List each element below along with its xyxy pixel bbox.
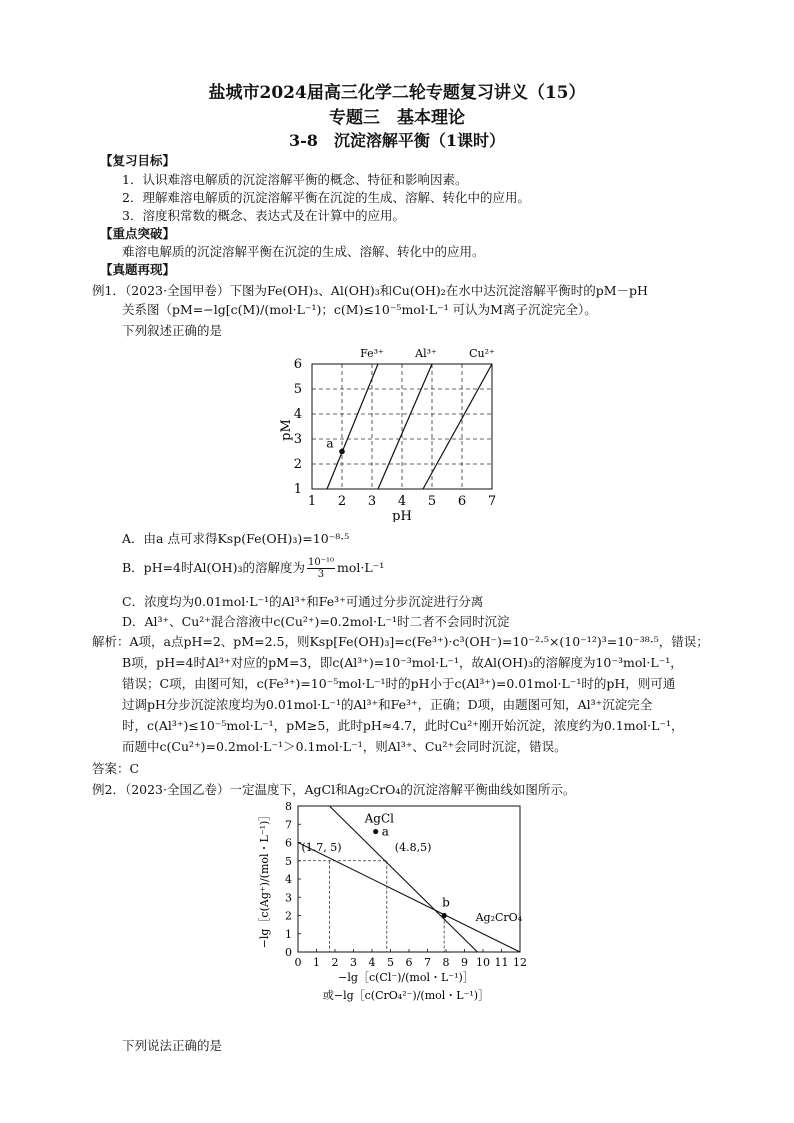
chart1-x-tick-label: 6 [457,494,467,509]
chart1-x-tick-label: 7 [487,494,497,509]
chart2-y-tick-label: 2 [285,909,292,923]
chart2-x-axis-label-alt: 或−lg［c(CrO₄²⁻)/(mol・L⁻¹)］ [322,989,490,1002]
focus-text: 难溶电解质的沉淀溶解平衡在沉淀的生成、溶解、转化中的应用。 [122,244,485,259]
chart1-series-line [327,364,378,489]
example1-stem: 例1．（2023·全国甲卷）下图为Fe(OH)₃、Al(OH)₃和Cu(OH)₂在水中达沉淀溶解平衡时的pM－pH [92,283,648,298]
analysis-line: 过调pH分步沉淀浓度均为0.01mol·L⁻¹的Al³⁺和Fe³⁺，正确；D项，由题图可知，Al³⁺沉淀完全 [122,697,653,712]
goals-heading: 【复习目标】 [100,153,176,168]
chart2-y-tick-label: 6 [285,836,292,850]
option-b-unit: mol·L⁻¹ [337,560,385,575]
option-d: D．Al³⁺、Cu²⁺混合溶液中c(Cu²⁺)=0.2mol·L⁻¹时二者不会同时沉淀 [122,614,510,629]
chart2-x-tick-label: 9 [461,956,468,969]
chart2-series [298,806,523,952]
goal-item: 3．溶度积常数的概念、表达式及在计算中的应用。 [122,208,405,223]
option-a: A．由a 点可求得Ksp(Fe(OH)₃)=10⁻⁸·⁵ [122,531,350,546]
chart2-series-label: Ag₂CrO₄ [475,910,523,924]
analysis-line: B项，pH=4时Al³⁺对应的pM=3，即c(Al³⁺)=10⁻³mol·L⁻¹，故Al(OH)₃的溶解度为10⁻³mol·L⁻¹， [122,655,683,670]
chart1-point [339,449,345,455]
option-c: C．浓度均为0.01mol·L⁻¹的Al³⁺和Fe³⁺可通过分步沉淀进行分离 [122,594,484,609]
chart1-point-label: a [326,436,334,451]
chart2-point-label: a [381,824,389,839]
chart1-series-label: Fe³⁺ [360,347,384,360]
chart1-ticks [294,357,496,509]
fraction-numerator: 10⁻¹⁰ [307,557,334,568]
topic-title: 专题三 基本理论 [329,108,465,128]
chart2-frame [298,806,520,952]
chart1-y-tick-label: 4 [293,407,302,422]
example2-stem: 例2．（2023·全国乙卷）一定温度下，AgCl和Ag₂CrO₄的沉淀溶解平衡曲线如图所示。 [92,782,576,797]
chart2-guides [298,861,444,952]
chart2-x-tick-label: 4 [368,956,376,969]
solubility-curve-chart [256,796,546,1008]
chart2-x-tick-label: 0 [294,956,302,969]
chart2-x-tick-label: 5 [387,956,394,969]
chart2-y-tick-label: 3 [285,891,292,905]
chart2-y-tick-label: 7 [285,818,292,832]
analysis-line: 解析：A项，a点pH=2、pM=2.5，则Ksp[Fe(OH)₃]=c(Fe³⁺)·c³(OH⁻)=10⁻²·⁵×(10⁻¹²)³=10⁻³⁸·⁵，错误； [92,634,709,649]
chart2-y-tick-label: 8 [285,800,292,813]
chart1-y-tick-label: 5 [293,382,302,397]
example1-stem: 关系图（pM=−lg[c(M)/(mol·L⁻¹)；c(M)≤10⁻⁵mol·L⁻¹ 可认为M离子沉淀完全）。 [122,302,597,317]
analysis-line: 而题中c(Cu²⁺)=0.2mol·L⁻¹＞0.1mol·L⁻¹，则Al³⁺、Cu²⁺会同时沉淀，错误。 [122,739,567,754]
chart1-y-tick-label: 6 [293,357,302,372]
chart1-x-tick-label: 1 [307,494,317,509]
chart2-x-tick-label: 1 [313,956,320,969]
chart1-y-tick-label: 2 [293,457,302,472]
goal-item: 2．理解难溶电解质的沉淀溶解平衡在沉淀的生成、溶解、转化中的应用。 [122,190,530,205]
chart2-x-axis-label: −lg［c(Cl⁻)/(mol・L⁻¹)］ [338,971,474,984]
real-exam-heading: 【真题再现】 [100,262,176,277]
chart1-y-tick-label: 3 [293,432,302,447]
option-b-text: B．pH=4时Al(OH)₃的溶解度为 [122,560,305,575]
analysis-line: 时，c(Al³⁺)≤10⁻⁵mol·L⁻¹，pM≥5，此时pH≈4.7，此时Cu²⁺刚开始沉淀，浓度约为0.1mol·L⁻¹， [122,718,684,733]
analysis-line: 错误；C项，由图可知，c(Fe³⁺)=10⁻⁵mol·L⁻¹时的pH小于c(Al³⁺)=0.01mol·L⁻¹时的pH，则可通 [122,676,676,691]
chart2-series-label: AgCl [364,811,394,826]
chart1-series-label: Al³⁺ [415,347,437,360]
section-title: 3-8 沉淀溶解平衡（1课时） [288,131,506,150]
chart2-x-tick-label: 2 [331,956,339,969]
chart2-x-tick-label: 7 [424,956,431,969]
goal-item: 1．认识难溶电解质的沉淀溶解平衡的概念、特征和影响因素。 [122,172,468,187]
chart1-y-axis-label: pM [279,419,294,441]
ph-pm-chart [270,342,530,522]
chart2-x-tick-label: 8 [442,956,450,969]
chart1-series-line [378,364,432,489]
chart1-series-label: Cu²⁺ [469,347,495,360]
document-title: 盐城市2024届高三化学二轮专题复习讲义（15） [208,83,586,103]
chart2-x-tick-label: 6 [405,956,413,969]
example1-question: 下列叙述正确的是 [122,323,223,338]
chart2-x-tick-label: 3 [350,956,357,969]
chart1-x-tick-label: 2 [337,494,347,509]
option-b-fraction [307,557,335,580]
chart1-x-tick-label: 5 [427,494,437,509]
chart2-point [373,829,378,834]
chart2-y-axis-label: −lg［c(Ag⁺)/(mol・L⁻¹)］ [258,809,271,949]
option-b [122,556,384,580]
chart2-x-tick-label: 12 [513,956,527,969]
chart2-x-tick-label: 10 [476,956,490,969]
chart2-x-tick-label: 11 [494,956,509,969]
answer: 答案：C [92,761,140,776]
chart1-x-tick-label: 3 [367,494,377,509]
chart2-y-tick-label: 1 [285,927,292,941]
chart1-x-tick-label: 4 [397,494,407,509]
chart1-x-axis-label: pH [392,509,412,522]
chart2-y-tick-label: 4 [285,873,292,886]
chart1-y-tick-label: 1 [293,482,302,497]
focus-heading: 【重点突破】 [100,226,176,241]
chart2-series-line [329,806,477,952]
chart2-annotation: (4.8,5) [394,840,432,854]
chart1-grid [312,364,492,489]
chart2-y-tick-label: 0 [285,946,292,959]
chart2-point [442,913,447,918]
chart2-y-tick-label: 5 [285,854,292,868]
chart2-ticks [285,800,527,969]
chart1-series [326,347,495,489]
example2-question: 下列说法正确的是 [122,1038,223,1053]
chart1-series-line [423,364,492,489]
chart2-point-label: b [442,895,450,910]
chart2-annotation: (1.7, 5) [301,840,342,854]
fraction-denominator: 3 [317,569,325,580]
chart2-series-line [298,840,520,953]
